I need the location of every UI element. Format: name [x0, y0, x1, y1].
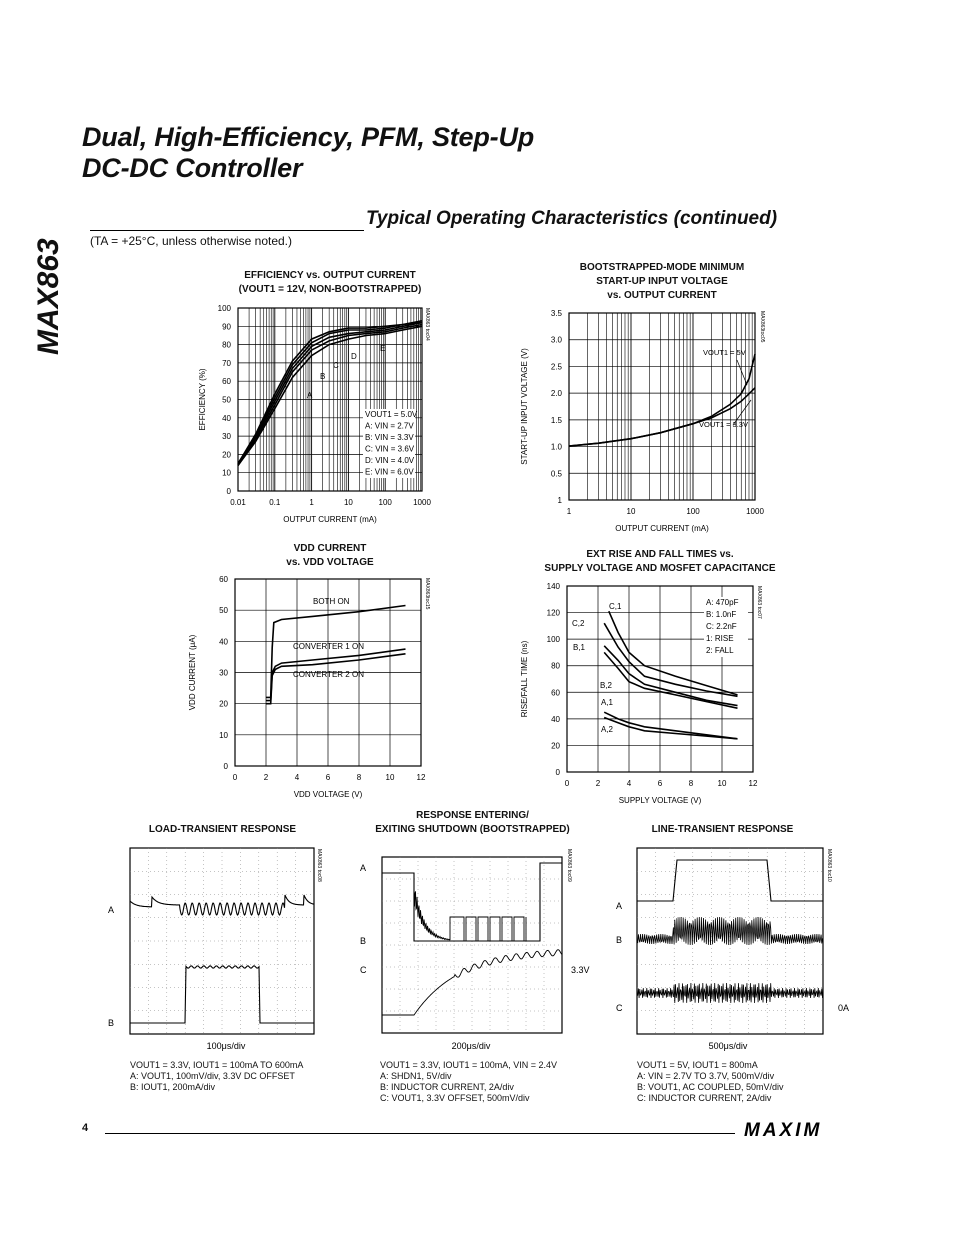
- legend-entry: 2: FALL: [706, 646, 734, 655]
- series-label: VOUT1 = 5V: [703, 348, 746, 357]
- chart2-id: MAX863toc05: [759, 311, 765, 343]
- chart4-title: [510, 548, 810, 576]
- y-tick-label: 60: [551, 688, 560, 698]
- x-tick-label: 12: [416, 773, 426, 782]
- efficiency-chart: [190, 300, 450, 535]
- scope2-caption-line: VOUT1 = 3.3V, IOUT1 = 100mA, VIN = 2.4V: [380, 1060, 558, 1070]
- series-label: CONVERTER 2 ON: [293, 670, 364, 679]
- series-label: C,1: [609, 602, 622, 611]
- chart1-title-line2: (VOUT1 = 12V, NON-BOOTSTRAPPED): [238, 284, 422, 295]
- x-tick-label: 10: [343, 498, 353, 507]
- legend-entry: B: VIN = 3.3V: [365, 433, 414, 442]
- scope1-caption-line: VOUT1 = 3.3V, IOUT1 = 100mA TO 600mA: [130, 1060, 304, 1070]
- y-tick-label: 10: [222, 468, 231, 478]
- x-tick-label: 10: [385, 773, 395, 782]
- x-tick-label: 1000: [413, 498, 431, 507]
- scope2-caption: [380, 1060, 557, 1104]
- part-number-side-label: [14, 205, 74, 365]
- scope2-timebase: 200μs/div: [451, 1041, 491, 1051]
- y-axis-label: RISE/FALL TIME (ns): [520, 640, 529, 718]
- scope3-caption-line: B: VOUT1, AC COUPLED, 50mV/div: [637, 1082, 784, 1092]
- maxim-logo: [742, 1119, 854, 1141]
- scope2-caption-line: A: SHDN1, 5V/div: [380, 1071, 452, 1081]
- y-tick-label: 50: [222, 395, 231, 405]
- title-line-1: Dual, High-Efficiency, PFM, Step-Up: [82, 122, 535, 152]
- legend-entry: C: 2.2nF: [706, 622, 737, 631]
- scope2-id: MAX863 toc09: [566, 849, 572, 882]
- scope1-label-a: A: [108, 905, 115, 915]
- y-tick-label: 2.0: [550, 389, 562, 399]
- y-tick-label: 0: [223, 762, 228, 771]
- scope3-caption-line: VOUT1 = 5V, IOUT1 = 800mA: [637, 1060, 758, 1070]
- scope2-title-line1: RESPONSE ENTERING/: [416, 810, 529, 821]
- vdd-current-chart: [185, 570, 445, 805]
- x-tick-label: 0: [564, 779, 570, 788]
- x-tick-label: 100: [378, 498, 392, 507]
- chart4-id: MAX863 toc07: [756, 586, 762, 619]
- chart3-title: [230, 542, 430, 570]
- y-axis-label: VDD CURRENT (μA): [188, 634, 197, 711]
- y-tick-label: 80: [222, 340, 231, 350]
- x-tick-label: 8: [688, 779, 694, 788]
- series-label: C: [333, 361, 339, 370]
- legend-entry: C: VIN = 3.6V: [365, 444, 415, 454]
- scope2-title: [360, 809, 585, 837]
- chart1-title-line1: EFFICIENCY vs. OUTPUT CURRENT: [244, 270, 416, 281]
- scope1-title: LOAD-TRANSIENT RESPONSE: [148, 824, 297, 835]
- legend-entry: A: VIN = 2.7V: [365, 421, 414, 431]
- legend-entry: A: 470pF: [706, 598, 739, 607]
- x-tick-label: 1: [566, 507, 572, 516]
- x-tick-label: 8: [356, 773, 362, 782]
- y-tick-label: 90: [222, 322, 231, 332]
- chart2-title-line2: START-UP INPUT VOLTAGE: [596, 276, 728, 287]
- chart2-title-line1: BOOTSTRAPPED-MODE MINIMUM: [579, 262, 745, 273]
- series-label: A,2: [601, 725, 614, 734]
- y-tick-label: 40: [222, 413, 231, 423]
- y-tick-label: 20: [219, 699, 228, 709]
- y-tick-label: 100: [546, 635, 560, 645]
- y-tick-label: 2.5: [550, 362, 562, 372]
- legend-entry: 1: RISE: [706, 634, 734, 643]
- title-line-2: DC-DC Controller: [82, 153, 303, 183]
- y-tick-label: 100: [217, 304, 231, 313]
- legend-entry: VOUT1 = 5.0V: [365, 410, 418, 419]
- series-label: B: [320, 372, 326, 381]
- y-tick-label: 80: [551, 661, 560, 671]
- scope2-label-a: A: [360, 863, 367, 873]
- chart3-title-line1: VDD CURRENT: [293, 543, 367, 554]
- series-label: D: [351, 352, 357, 361]
- x-axis-label: VDD VOLTAGE (V): [293, 790, 363, 799]
- scope3-id: MAX863 toc10: [826, 849, 832, 882]
- series-label: B,2: [600, 681, 613, 690]
- x-tick-label: 0: [232, 773, 238, 782]
- series-label: B,1: [573, 643, 586, 652]
- x-tick-label: 0.1: [269, 498, 281, 507]
- x-axis-label: OUTPUT CURRENT (mA): [615, 524, 709, 533]
- rise-fall-chart: [515, 578, 775, 813]
- startup-voltage-chart: [515, 303, 775, 543]
- y-tick-label: 30: [222, 432, 231, 442]
- chart4-title-line1: EXT RISE AND FALL TIMES vs.: [586, 549, 734, 560]
- chart2-title: [552, 261, 772, 303]
- x-axis-label: SUPPLY VOLTAGE (V): [618, 796, 702, 805]
- series-label: C,2: [572, 619, 585, 628]
- chart3-title-line2: vs. VDD VOLTAGE: [286, 557, 374, 568]
- series-line-2: [569, 388, 755, 446]
- shutdown-response-scope: [355, 845, 595, 1055]
- section-rule: [90, 230, 364, 231]
- scope3-caption-line: C: INDUCTOR CURRENT, 2A/div: [637, 1093, 772, 1103]
- conditions-note: (TA = +25°C, unless otherwise noted.): [90, 234, 293, 248]
- scope1-caption-line: B: IOUT1, 200mA/div: [130, 1082, 216, 1092]
- series-label: A,1: [601, 698, 614, 707]
- x-tick-label: 1000: [746, 507, 764, 516]
- scope2-caption-line: B: INDUCTOR CURRENT, 2A/div: [380, 1082, 514, 1092]
- y-tick-label: 70: [222, 358, 231, 368]
- scope3-title: LINE-TRANSIENT RESPONSE: [651, 824, 794, 835]
- scope2-caption-line: C: VOUT1, 3.3V OFFSET, 500mV/div: [380, 1093, 530, 1103]
- x-tick-label: 12: [748, 779, 758, 788]
- y-tick-label: 3.0: [550, 335, 562, 345]
- x-tick-label: 1: [309, 498, 314, 507]
- y-tick-label: 40: [219, 637, 228, 647]
- scope1-label-b: B: [108, 1018, 115, 1028]
- x-tick-label: 6: [325, 773, 331, 782]
- y-tick-label: 3.5: [550, 309, 562, 318]
- scope1-id: MAX863 toc08: [316, 849, 322, 882]
- x-tick-label: 4: [626, 779, 632, 788]
- series-label: BOTH ON: [313, 597, 350, 606]
- page-number: 4: [82, 1122, 89, 1134]
- scope3-label-c: C: [616, 1003, 623, 1013]
- load-transient-scope: [100, 845, 330, 1055]
- y-tick-label: 20: [551, 741, 560, 751]
- y-tick-label: 1: [557, 496, 562, 505]
- y-axis-label: EFFICIENCY (%): [198, 368, 207, 431]
- scope1-timebase: 100μs/div: [206, 1041, 246, 1051]
- y-tick-label: 50: [219, 606, 228, 616]
- y-tick-label: 140: [546, 582, 560, 591]
- series-label: A: [307, 391, 313, 400]
- x-tick-label: 4: [294, 773, 300, 782]
- x-tick-label: 2: [595, 779, 601, 788]
- chart4-title-line2: SUPPLY VOLTAGE AND MOSFET CAPACITANCE: [544, 563, 776, 574]
- x-tick-label: 6: [657, 779, 663, 788]
- y-tick-label: 40: [551, 714, 560, 724]
- line-transient-scope: [610, 845, 855, 1055]
- legend-entry: D: VIN = 4.0V: [365, 456, 415, 465]
- series-label: VOUT1 = 3.3V: [699, 420, 748, 429]
- section-heading: Typical Operating Characteristics (continued): [366, 208, 778, 229]
- x-tick-label: 2: [263, 773, 269, 782]
- y-tick-label: 30: [219, 668, 228, 678]
- scope3-timebase: 500μs/div: [708, 1041, 748, 1051]
- x-tick-label: 0.01: [230, 498, 246, 507]
- chart2-title-line3: vs. OUTPUT CURRENT: [607, 290, 717, 301]
- series-label: E: [380, 344, 386, 353]
- legend-entry: B: 1.0nF: [706, 610, 737, 619]
- y-tick-label: 20: [222, 450, 231, 460]
- x-tick-label: 10: [626, 507, 636, 516]
- maxim-logo-text: MAXIM: [744, 1120, 823, 1141]
- scope1-caption-line: A: VOUT1, 100mV/div, 3.3V DC OFFSET: [130, 1071, 295, 1081]
- scope3-caption: [637, 1060, 784, 1104]
- y-tick-label: 10: [219, 730, 228, 740]
- y-tick-label: 60: [219, 575, 228, 584]
- x-axis-label: OUTPUT CURRENT (mA): [283, 515, 377, 524]
- scope3-label-0a: 0A: [838, 1003, 850, 1013]
- scope3-label-a: A: [616, 901, 623, 911]
- scope2-label-b: B: [360, 936, 367, 946]
- scope1-caption: [130, 1060, 303, 1093]
- scope2-label-3v3: 3.3V: [571, 965, 590, 975]
- y-tick-label: 0: [555, 768, 560, 777]
- scope3-caption-line: A: VIN = 2.7V TO 3.7V, 500mV/div: [637, 1071, 775, 1081]
- chart3-id: MAX863toc15: [424, 578, 430, 610]
- footer-rule: [105, 1133, 735, 1134]
- y-axis-label: START-UP INPUT VOLTAGE (V): [520, 348, 529, 465]
- scope3-label-b: B: [616, 935, 623, 945]
- x-tick-label: 10: [717, 779, 727, 788]
- scope2-label-c: C: [360, 965, 367, 975]
- y-tick-label: 1.0: [550, 442, 562, 452]
- x-tick-label: 100: [686, 507, 700, 516]
- y-tick-label: 60: [222, 377, 231, 387]
- scope2-title-line2: EXITING SHUTDOWN (BOOTSTRAPPED): [375, 824, 570, 835]
- page-title: [82, 122, 534, 184]
- series-line-4: [604, 652, 737, 708]
- series-label: CONVERTER 1 ON: [293, 642, 364, 651]
- y-tick-label: 120: [546, 608, 560, 618]
- legend-entry: E: VIN = 6.0V: [365, 467, 414, 477]
- y-tick-label: 1.5: [550, 415, 562, 425]
- chart1-id: MAX863 toc04: [424, 308, 430, 341]
- chart1-title: [220, 269, 440, 297]
- svg-text:MAX863: MAX863: [32, 238, 65, 355]
- y-tick-label: 0: [226, 487, 231, 496]
- y-tick-label: 0.5: [550, 469, 562, 479]
